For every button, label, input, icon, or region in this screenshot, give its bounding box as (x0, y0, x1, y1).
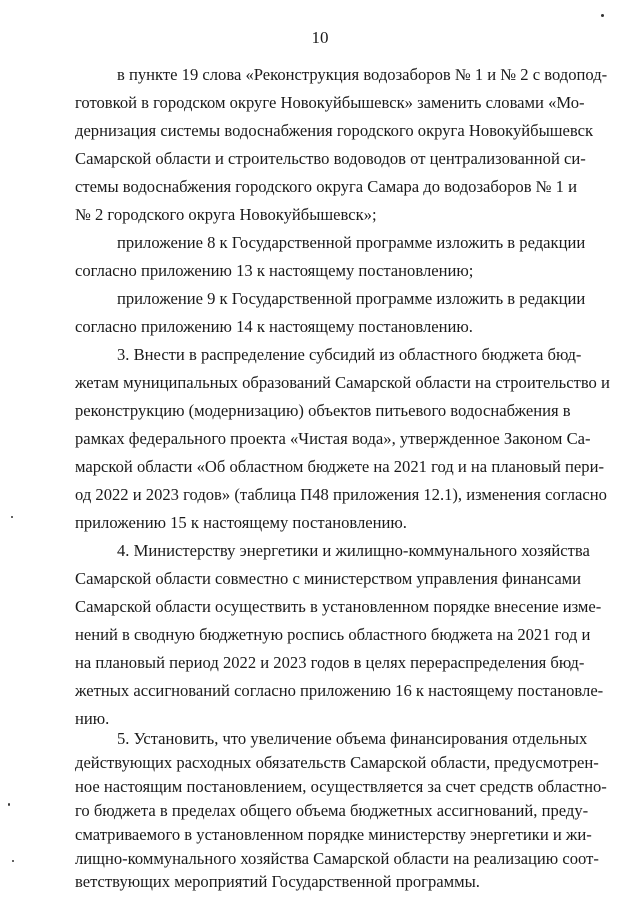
text-line: 3. Внести в распределение субсидий из областного бюджета бюд- (117, 345, 582, 364)
text-line: действующих расходных обязательств Самарской области, предусмотрен- (75, 753, 599, 772)
text-line: ветствующих мероприятий Государственной программы. (75, 872, 480, 891)
scan-speck (12, 860, 14, 862)
text-line: од 2022 и 2023 годов» (таблица П48 приложения 12.1), изменения согласно (75, 485, 607, 504)
text-line: го бюджета в пределах общего объема бюджетных ассигнований, преду- (75, 801, 589, 820)
text-line: 4. Министерству энергетики и жилищно-коммунального хозяйства (117, 541, 590, 560)
text-line: Самарской области совместно с министерством управления финансами (75, 569, 582, 588)
scan-speck (601, 14, 604, 17)
text-line: жетам муниципальных образований Самарской области на строительство и (75, 373, 610, 392)
text-line: в пункте 19 слова «Реконструкция водозаборов № 1 и № 2 с водопод- (117, 65, 608, 84)
text-line: реконструкцию (модернизацию) объектов питьевого водоснабжения в (75, 401, 571, 420)
text-line: готовкой в городском округе Новокуйбышевск» заменить словами «Мо- (75, 93, 585, 112)
text-line: согласно приложению 13 к настоящему постановлению; (75, 261, 474, 280)
page-number: 10 (311, 28, 329, 47)
text-line: на плановый период 2022 и 2023 годов в целях перераспределения бюд- (75, 653, 585, 672)
text-line: Самарской области осуществить в установленном порядке внесение изме- (75, 597, 602, 616)
text-line: марской области «Об областном бюджете на 2021 год и на плановый пери- (75, 457, 604, 476)
text-line: рамках федерального проекта «Чистая вода», утвержденное Законом Са- (75, 429, 591, 448)
scan-speck (11, 516, 13, 518)
text-line: приложение 9 к Государственной программе изложить в редакции (117, 289, 586, 308)
text-line: жетных ассигнований согласно приложению 16 к настоящему постановле- (75, 681, 604, 700)
text-line: нию. (75, 709, 110, 728)
text-line: приложение 8 к Государственной программе изложить в редакции (117, 233, 586, 252)
text-line: Самарской области и строительство водоводов от централизованной си- (75, 149, 586, 168)
text-line: № 2 городского округа Новокуйбышевск»; (75, 205, 377, 224)
text-line: сматриваемого в установленном порядке министерству энергетики и жи- (75, 825, 592, 844)
text-line: приложению 15 к настоящему постановлению. (75, 513, 407, 532)
text-line: лищно-коммунального хозяйства Самарской области на реализацию соот- (75, 849, 599, 868)
text-line: дернизация системы водоснабжения городского округа Новокуйбышевск (75, 121, 594, 140)
text-line: 5. Установить, что увеличение объема финансирования отдельных (117, 729, 588, 748)
text-line: согласно приложению 14 к настоящему постановлению. (75, 317, 473, 336)
text-line: нений в сводную бюджетную роспись областного бюджета на 2021 год и (75, 625, 591, 644)
text-line: стемы водоснабжения городского округа Самара до водозаборов № 1 и (75, 177, 577, 196)
scan-speck (8, 803, 10, 806)
text-line: ное настоящим постановлением, осуществляется за счет средств областно- (75, 777, 607, 796)
